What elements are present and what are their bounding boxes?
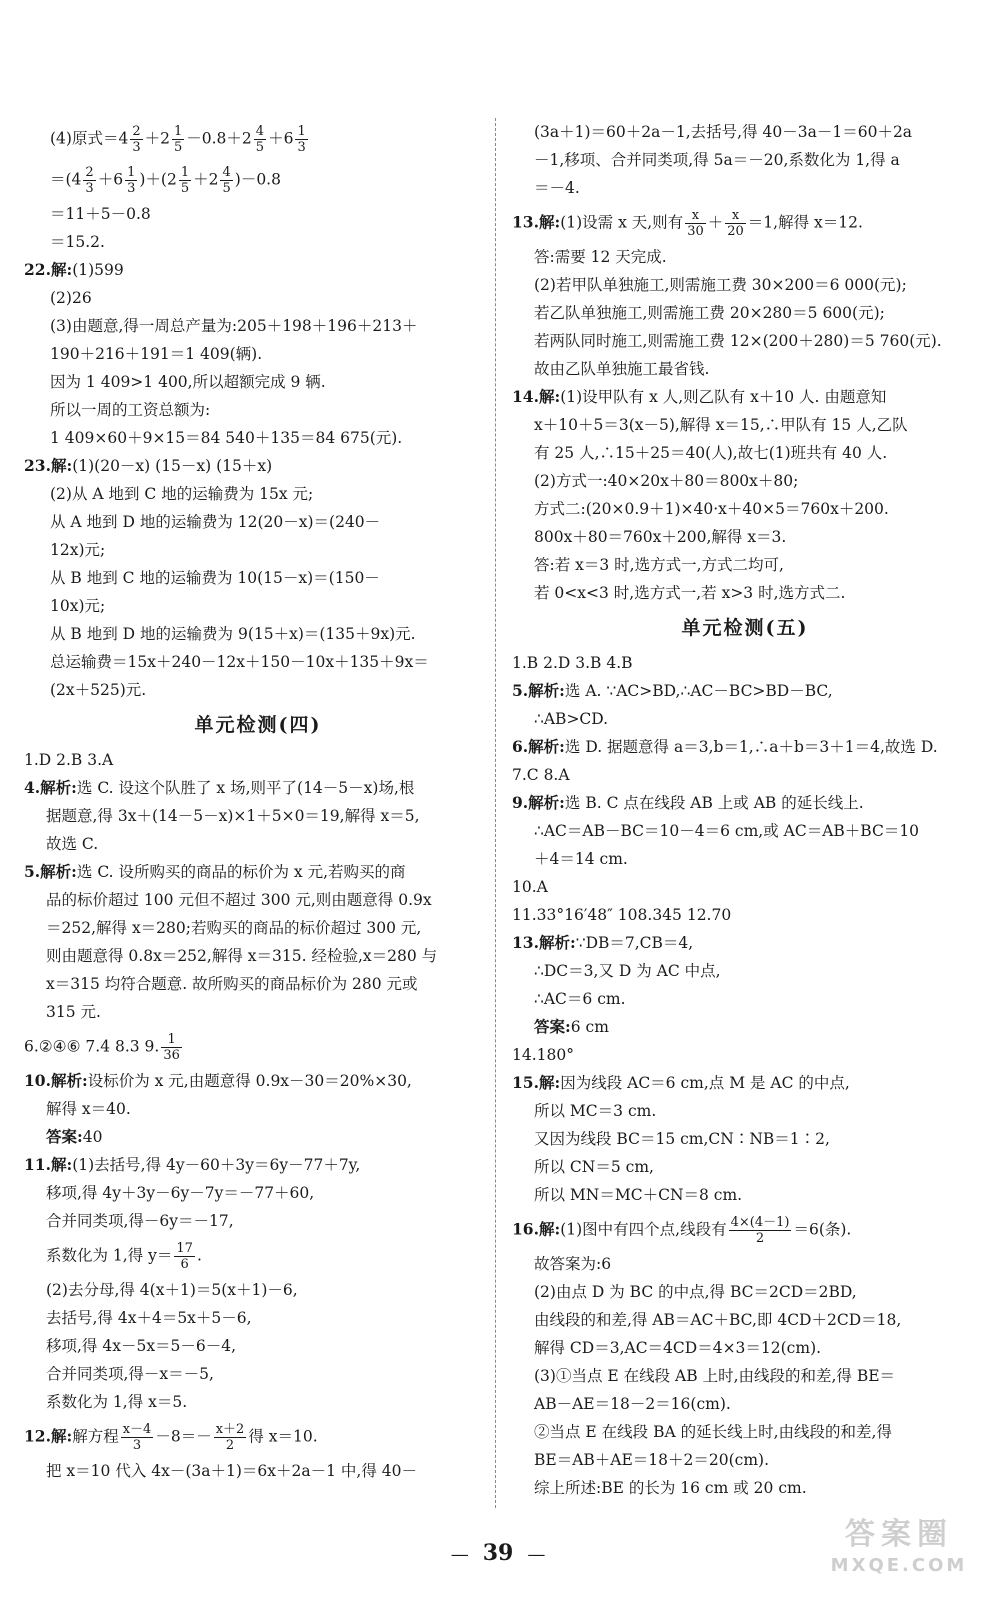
text-line: 所以 CN＝5 cm, <box>534 1158 654 1176</box>
question-label: 11.解: <box>24 1155 73 1174</box>
denominator: 36 <box>163 1048 180 1063</box>
numerator: 4 <box>222 165 231 180</box>
text-line: 从 A 地到 D 地的运输费为 12(20－x)＝(240－ <box>50 513 381 531</box>
text-line: 总运输费＝15x＋240－12x＋150－10x＋135＋9x＝ <box>50 653 429 671</box>
q5 <box>512 677 978 705</box>
numerator: 4×(4－1) <box>730 1215 790 1230</box>
text: ＋2 <box>144 129 170 148</box>
fraction <box>174 1241 195 1272</box>
text-line: 10x)元; <box>50 597 106 615</box>
text-line: 由线段的和差,得 AB＝AC＋BC,即 4CD＋2CD＝18, <box>534 1311 902 1329</box>
answers-1-3: 1.D 2.B 3.A <box>24 751 114 769</box>
text: ＋ <box>707 213 724 232</box>
text-line: 若乙队单独施工,则需施工费 20×280＝5 600(元); <box>534 304 885 322</box>
text-line: 1 409×60＋9×15＝84 540＋135＝84 675(元). <box>50 429 403 447</box>
text-line <box>24 1235 492 1276</box>
text: (1)(20－x) (15－x) (15＋x) <box>72 457 273 475</box>
numerator: x－4 <box>122 1422 152 1437</box>
text: . <box>196 1246 202 1265</box>
numerator: x＋2 <box>215 1422 245 1437</box>
text: 因为线段 AC＝6 cm,点 M 是 AC 的中点, <box>560 1074 850 1092</box>
text-line: 解得 CD＝3,AC＝4CD＝4×3＝12(cm). <box>534 1339 822 1357</box>
text-line: －1,移项、合并同类项,得 5a＝－20,系数化为 1,得 a <box>534 151 900 169</box>
denominator: 20 <box>727 224 744 239</box>
q6 <box>512 733 978 761</box>
text: (1)去括号,得 4y－60＋3y＝6y－77＋7y, <box>72 1156 361 1174</box>
q9 <box>512 789 978 817</box>
text-line: AB－AE＝18－2＝16(cm). <box>534 1395 731 1413</box>
text-line: ∴DC＝3,又 D 为 AC 中点, <box>534 962 721 980</box>
numerator: 1 <box>161 1032 182 1048</box>
q21-line3: ＝11＋5－0.8 <box>50 205 151 223</box>
text: 得 x＝10. <box>248 1427 318 1446</box>
text-line: 答:需要 12 天完成. <box>534 248 667 266</box>
text: ＋2 <box>193 170 219 189</box>
text: )－0.8 <box>234 170 281 189</box>
text-line: 有 25 人,∴15＋25＝40(人),故七(1)班共有 40 人. <box>534 444 888 462</box>
numerator: 1 <box>127 165 136 180</box>
text-line: (2)26 <box>50 289 92 307</box>
page-number-value: 39 <box>482 1540 514 1566</box>
numerator: x <box>725 208 746 224</box>
watermark-url: MXQE.COM <box>830 1555 968 1576</box>
text-line: 从 B 地到 D 地的运输费为 9(15＋x)＝(135＋9x)元. <box>50 625 416 643</box>
text-line: ∴AB>CD. <box>534 710 609 728</box>
fraction <box>125 165 137 196</box>
q5 <box>24 858 492 886</box>
question-label: 23.解: <box>24 456 73 475</box>
text: 选 B. C 点在线段 AB 上或 AB 的延长线上. <box>564 794 864 812</box>
text-line: 移项,得 4y＋3y－6y－7y＝－77＋60, <box>46 1184 315 1202</box>
text-line: ②当点 E 在线段 BA 的延长线上时,由线段的和差,得 <box>534 1423 892 1441</box>
right-column <box>512 118 978 1502</box>
text-line: ＋4＝14 cm. <box>534 850 628 868</box>
question-label: 14.解: <box>512 387 561 406</box>
denominator: 30 <box>687 224 704 239</box>
left-column <box>24 118 492 1485</box>
text-line: ∴AC＝6 cm. <box>534 990 626 1008</box>
fraction <box>172 124 184 155</box>
fraction <box>161 1032 182 1063</box>
text: 解方程 <box>72 1427 119 1446</box>
question-label: 6.解析: <box>512 737 565 756</box>
text: 选 D. 据题意得 a＝3,b＝1,∴a＋b＝3＋1＝4,故选 D. <box>564 738 938 756</box>
text-line: (2)方式一:40×20x＋80＝800x＋80; <box>534 472 799 490</box>
watermark-logo <box>824 1516 974 1588</box>
question-label: 15.解: <box>512 1073 561 1092</box>
answers-6-9 <box>24 1026 492 1067</box>
fraction <box>130 124 142 155</box>
text-line: (2)由点 D 为 BC 的中点,得 BC＝2CD＝2BD, <box>534 1283 857 1301</box>
denominator: 3 <box>297 140 306 155</box>
dash: — <box>527 1544 546 1565</box>
text: ＝1,解得 x＝12. <box>747 213 863 232</box>
fraction <box>685 208 706 239</box>
section-title-unit-4: 单元检测(四) <box>194 714 322 736</box>
section-title-unit-5: 单元检测(五) <box>681 617 809 639</box>
text-line: 品的标价超过 100 元但不超过 300 元,则由题意得 0.9x <box>46 891 432 909</box>
text-line: 因为 1 409>1 400,所以超额完成 9 辆. <box>50 373 326 391</box>
q16 <box>512 1209 978 1250</box>
text-line: 12x)元; <box>50 541 106 559</box>
text: 设标价为 x 元,由题意得 0.9x－30＝20%×30, <box>87 1072 412 1090</box>
q13-b <box>512 929 978 957</box>
denominator: 5 <box>255 140 265 155</box>
answer-value: 40 <box>82 1128 103 1146</box>
answer-label: 答案: <box>46 1127 83 1146</box>
q21-line2 <box>24 159 492 200</box>
q4 <box>24 774 492 802</box>
text-line: 故答案为:6 <box>534 1255 612 1273</box>
question-label: 22.解: <box>24 260 73 279</box>
text-line: 故由乙队单独施工最省钱. <box>534 360 710 378</box>
text-line: (2)从 A 地到 C 地的运输费为 15x 元; <box>50 485 314 503</box>
text-line: 解得 x＝40. <box>46 1100 131 1118</box>
q22 <box>24 256 492 284</box>
answer-line <box>512 1013 978 1041</box>
text: ＝(4 <box>50 170 82 189</box>
text: ＝6(条). <box>793 1220 852 1239</box>
q15 <box>512 1069 978 1097</box>
text: 选 C. 设这个队胜了 x 场,则平了(14－5－x)场,根 <box>76 779 415 797</box>
text: (1)设甲队有 x 人,则乙队有 x＋10 人. 由题意知 <box>560 388 887 406</box>
q14 <box>512 383 978 411</box>
denominator: 6 <box>180 1257 189 1272</box>
fraction <box>725 208 746 239</box>
text-line: 所以 MN＝MC＋CN＝8 cm. <box>534 1186 743 1204</box>
question-label: 4.解析: <box>24 778 77 797</box>
denominator: 5 <box>222 181 231 196</box>
fraction <box>295 124 307 155</box>
question-label: 13.解: <box>512 212 561 232</box>
question-label: 5.解析: <box>512 681 565 700</box>
text-line: (2)去分母,得 4(x＋1)＝5(x＋1)－6, <box>46 1281 298 1299</box>
text-line: 315 元. <box>46 1003 101 1021</box>
text: (1)设需 x 天,则有 <box>560 213 684 232</box>
text-line: (3)①当点 E 在线段 AB 上时,由线段的和差,得 BE＝ <box>534 1367 896 1385</box>
text-line: 190＋216＋191＝1 409(辆). <box>50 345 263 363</box>
text-line: 所以一周的工资总额为: <box>50 401 211 419</box>
numerator: 2 <box>132 124 141 139</box>
text-line: ＝252,解得 x＝280;若购买的商品的标价超过 300 元, <box>46 919 422 937</box>
denominator: 3 <box>132 140 141 155</box>
q23 <box>24 452 492 480</box>
numerator: 17 <box>176 1241 193 1256</box>
denominator: 3 <box>85 181 94 196</box>
q21-line1 <box>24 118 492 159</box>
text-line: ＝－4. <box>534 179 580 197</box>
text: 选 A. ∵AC>BD,∴AC－BC>BD－BC, <box>564 682 833 700</box>
text-line: 从 B 地到 C 地的运输费为 10(15－x)＝(150－ <box>50 569 380 587</box>
fraction <box>83 165 95 196</box>
text-line: 系数化为 1,得 x＝5. <box>46 1393 188 1411</box>
text-line: (3a＋1)＝60＋2a－1,去括号,得 40－3a－1＝60＋2a <box>534 123 913 141</box>
numerator: 1 <box>173 124 183 139</box>
text: ＋6 <box>97 170 124 189</box>
text-line: 合并同类项,得－x＝－5, <box>46 1365 214 1383</box>
text-line: 答:若 x＝3 时,选方式一,方式二均可, <box>534 556 784 574</box>
question-label: 9.解析: <box>512 793 565 812</box>
text-line: 若 0<x<3 时,选方式一,若 x>3 时,选方式二. <box>534 584 846 602</box>
text-line: 去括号,得 4x＋4＝5x＋5－6, <box>46 1309 252 1327</box>
denominator: 5 <box>173 140 183 155</box>
text-line: ∴AC＝AB－BC＝10－4＝6 cm,或 AC＝AB＋BC＝10 <box>534 822 920 840</box>
fraction <box>254 124 266 155</box>
answers-11-12: 11.33°16′48″ 108.345 12.70 <box>512 906 732 924</box>
question-label: 12.解: <box>24 1426 73 1446</box>
dash: — <box>450 1544 469 1565</box>
fraction <box>121 1422 154 1453</box>
answer-14: 14.180° <box>512 1046 574 1064</box>
watermark-text: 答案圈 <box>845 1517 953 1552</box>
text-line: 综上所述:BE 的长为 16 cm 或 20 cm. <box>534 1479 807 1497</box>
text: (1)599 <box>72 261 124 279</box>
fraction <box>729 1215 792 1246</box>
answer-10: 10.A <box>512 878 548 896</box>
text-line: 则由题意得 0.8x＝252,解得 x＝315. 经检验,x＝280 与 <box>46 947 438 965</box>
denominator: 2 <box>755 1231 765 1246</box>
numerator: x <box>685 208 706 224</box>
fraction <box>220 165 232 196</box>
answer-line <box>24 1123 492 1151</box>
text: 选 C. 设所购买的商品的标价为 x 元,若购买的商 <box>76 863 406 881</box>
denominator: 2 <box>225 1438 235 1453</box>
text-line: (2)若甲队单独施工,则需施工费 30×200＝6 000(元); <box>534 276 907 294</box>
text-line: 移项,得 4x－5x＝5－6－4, <box>46 1337 237 1355</box>
answers-7-8: 7.C 8.A <box>512 766 570 784</box>
numerator: 1 <box>297 124 306 139</box>
question-label: 16.解: <box>512 1219 561 1239</box>
answer-value: 6 cm <box>570 1018 609 1036</box>
text-line: x＝315 均符合题意. 故所购买的商品标价为 280 元或 <box>46 975 418 993</box>
text-line: x＋10＋5＝3(x－5),解得 x＝15,∴甲队有 15 人,乙队 <box>534 416 908 434</box>
text: ∵DB＝7,CB＝4, <box>575 934 694 952</box>
text: )＋(2 <box>139 170 177 189</box>
question-label: 13.解析: <box>512 933 576 952</box>
text: 系数化为 1,得 y＝ <box>46 1246 173 1265</box>
text-line: 800x＋80＝760x＋200,解得 x＝3. <box>534 528 787 546</box>
text-line: 合并同类项,得－6y＝－17, <box>46 1212 234 1230</box>
q13 <box>512 202 978 243</box>
answers-1-4: 1.B 2.D 3.B 4.B <box>512 654 633 672</box>
text: －0.8＋2 <box>186 129 252 148</box>
text: ＋6 <box>268 129 294 148</box>
q10 <box>24 1067 492 1095</box>
text-line: 故选 C. <box>46 835 99 853</box>
q12 <box>24 1416 492 1457</box>
text: (1)图中有四个点,线段有 <box>560 1220 727 1239</box>
numerator: 4 <box>255 124 265 139</box>
question-label: 5.解析: <box>24 862 77 881</box>
text: －8＝－ <box>155 1427 212 1446</box>
q21-line4: ＝15.2. <box>50 233 105 251</box>
text-line: 若两队同时施工,则需施工费 12×(200＋280)＝5 760(元). <box>534 332 942 350</box>
text-line: (2x＋525)元. <box>50 681 147 699</box>
text-line: 方式二:(20×0.9＋1)×40·x＋40×5＝760x＋200. <box>534 500 889 518</box>
text: 6.②④⑥ 7.4 8.3 9. <box>24 1037 160 1056</box>
fraction <box>179 165 191 196</box>
text: (4)原式＝4 <box>50 129 129 148</box>
fraction <box>214 1422 247 1453</box>
column-divider <box>495 118 496 1508</box>
text-line: 据题意,得 3x＋(14－5－x)×1＋5×0＝19,解得 x＝5, <box>46 807 420 825</box>
question-label: 10.解析: <box>24 1071 88 1090</box>
text-line: 又因为线段 BC＝15 cm,CN∶NB＝1∶2, <box>534 1130 830 1148</box>
text-line: (3)由题意,得一周总产量为:205＋198＋196＋213＋ <box>50 317 418 335</box>
text-line: BE＝AB＋AE＝18＋2＝20(cm). <box>534 1451 770 1469</box>
q11 <box>24 1151 492 1179</box>
text-line: 所以 MC＝3 cm. <box>534 1102 657 1120</box>
text-line: 把 x＝10 代入 4x－(3a＋1)＝6x＋2a－1 中,得 40－ <box>46 1462 417 1480</box>
numerator: 1 <box>180 165 190 180</box>
answer-label: 答案: <box>534 1017 571 1036</box>
denominator: 5 <box>180 181 190 196</box>
denominator: 3 <box>127 181 136 196</box>
denominator: 3 <box>132 1438 142 1453</box>
numerator: 2 <box>85 165 94 180</box>
